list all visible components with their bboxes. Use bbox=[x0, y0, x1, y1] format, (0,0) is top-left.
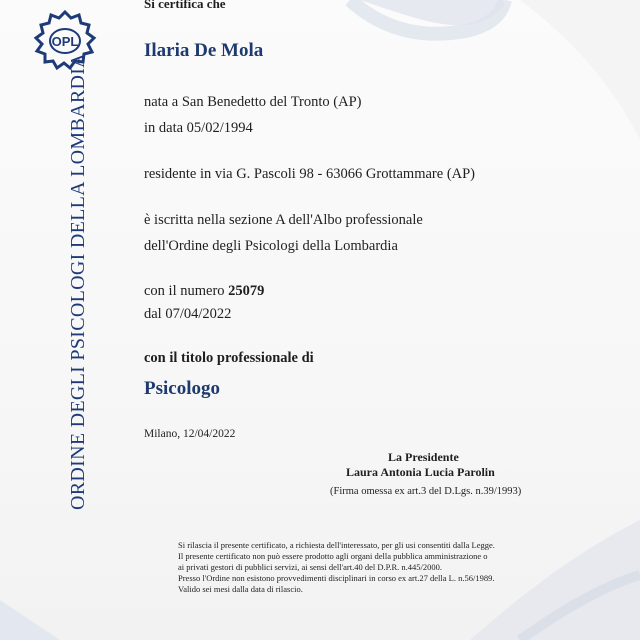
registration-number-line bbox=[144, 283, 264, 300]
birth-place-line: nata a San Benedetto del Tronto (AP) bbox=[144, 94, 362, 110]
title-label: con il titolo professionale di bbox=[144, 350, 314, 366]
footer-note-5: Valido sei mesi dalla data di rilascio. bbox=[178, 584, 303, 594]
number-prefix: con il numero bbox=[144, 283, 225, 299]
registration-date-line: dal 07/04/2022 bbox=[144, 306, 232, 322]
registry-line-2: dell'Ordine degli Psicologi della Lombardia bbox=[144, 238, 398, 254]
organization-vertical-title: ORDINE DEGLI PSICOLOGI DELLA LOMBARDIA bbox=[67, 53, 89, 510]
signature-role: La Presidente bbox=[388, 450, 459, 464]
holder-name: Ilaria De Mola bbox=[144, 40, 264, 61]
footer-note-2: Il presente certificato non può essere prodotto agli organi della pubblica amministrazione o bbox=[178, 551, 488, 561]
profession-title: Psicologo bbox=[144, 378, 220, 399]
registration-number: 25079 bbox=[228, 283, 265, 299]
signature-name: Laura Antonia Lucia Parolin bbox=[346, 465, 495, 479]
place-and-date: Milano, 12/04/2022 bbox=[144, 428, 236, 440]
residence-line: residente in via G. Pascoli 98 - 63066 Grottammare (AP) bbox=[144, 166, 476, 182]
signature-note: (Firma omessa ex art.3 del D.Lgs. n.39/1993) bbox=[330, 486, 522, 497]
footer-note-1: Si rilascia il presente certificato, a richiesta dell'interessato, per gli usi consentiti dalla Legge. bbox=[178, 540, 495, 550]
logo-text: OPL bbox=[51, 34, 79, 49]
footer-note-4: Presso l'Ordine non esistono provvedimenti disciplinari in corso ex art.27 della L. n.56/1989. bbox=[178, 573, 495, 583]
footer-note-3: ai privati gestori di pubblici servizi, ai sensi dell'art.40 del D.P.R. n.445/2000. bbox=[178, 562, 443, 572]
birth-date-line: in data 05/02/1994 bbox=[144, 120, 253, 136]
certificate-intro: Si certifica che bbox=[144, 0, 226, 11]
registry-line-1: è iscritta nella sezione A dell'Albo professionale bbox=[144, 212, 423, 228]
